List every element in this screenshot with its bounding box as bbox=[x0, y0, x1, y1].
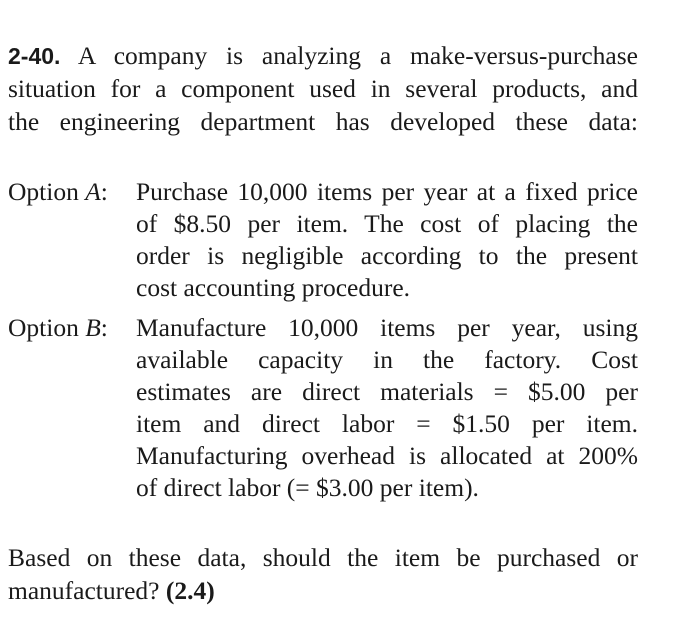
intro-line-2: situation for a component used in several products, and bbox=[8, 74, 638, 103]
option-b-line-6: of direct labor (= $3.00 per item). bbox=[136, 473, 479, 502]
intro-line-3: the engineering department has developed these data: bbox=[8, 107, 638, 136]
intro-line-1 bbox=[8, 40, 638, 72]
option-a-line-1: Purchase 10,000 items per year at a fixed price bbox=[136, 177, 638, 206]
section-reference: (2.4) bbox=[165, 576, 215, 605]
problem-number: 2-40. bbox=[8, 43, 61, 69]
option-b-line-5: Manufacturing overhead is allocated at 200% bbox=[136, 441, 638, 470]
option-b-line-1: Manufacture 10,000 items per year, using bbox=[136, 313, 638, 342]
question-line-1: Based on these data, should the item be purchased or bbox=[8, 543, 638, 572]
option-b-line-3: estimates are direct materials = $5.00 per bbox=[136, 377, 638, 406]
question-line-2-text: manufactured? bbox=[8, 576, 166, 605]
intro-line-1-text: A company is analyzing a make-versus-purchase bbox=[77, 41, 638, 70]
option-a-line-3: order is negligible according to the present bbox=[136, 241, 638, 270]
option-a-line-4: cost accounting procedure. bbox=[136, 273, 411, 302]
option-a-line-2: of $8.50 per item. The cost of placing the bbox=[136, 209, 638, 238]
question-line-2 bbox=[8, 575, 638, 607]
option-b-line-2: available capacity in the factory. Cost bbox=[136, 345, 638, 374]
option-b-label: Option B: bbox=[8, 313, 108, 342]
option-a-label: Option A: bbox=[8, 177, 108, 206]
option-b-line-4: item and direct labor = $1.50 per item. bbox=[136, 409, 638, 438]
